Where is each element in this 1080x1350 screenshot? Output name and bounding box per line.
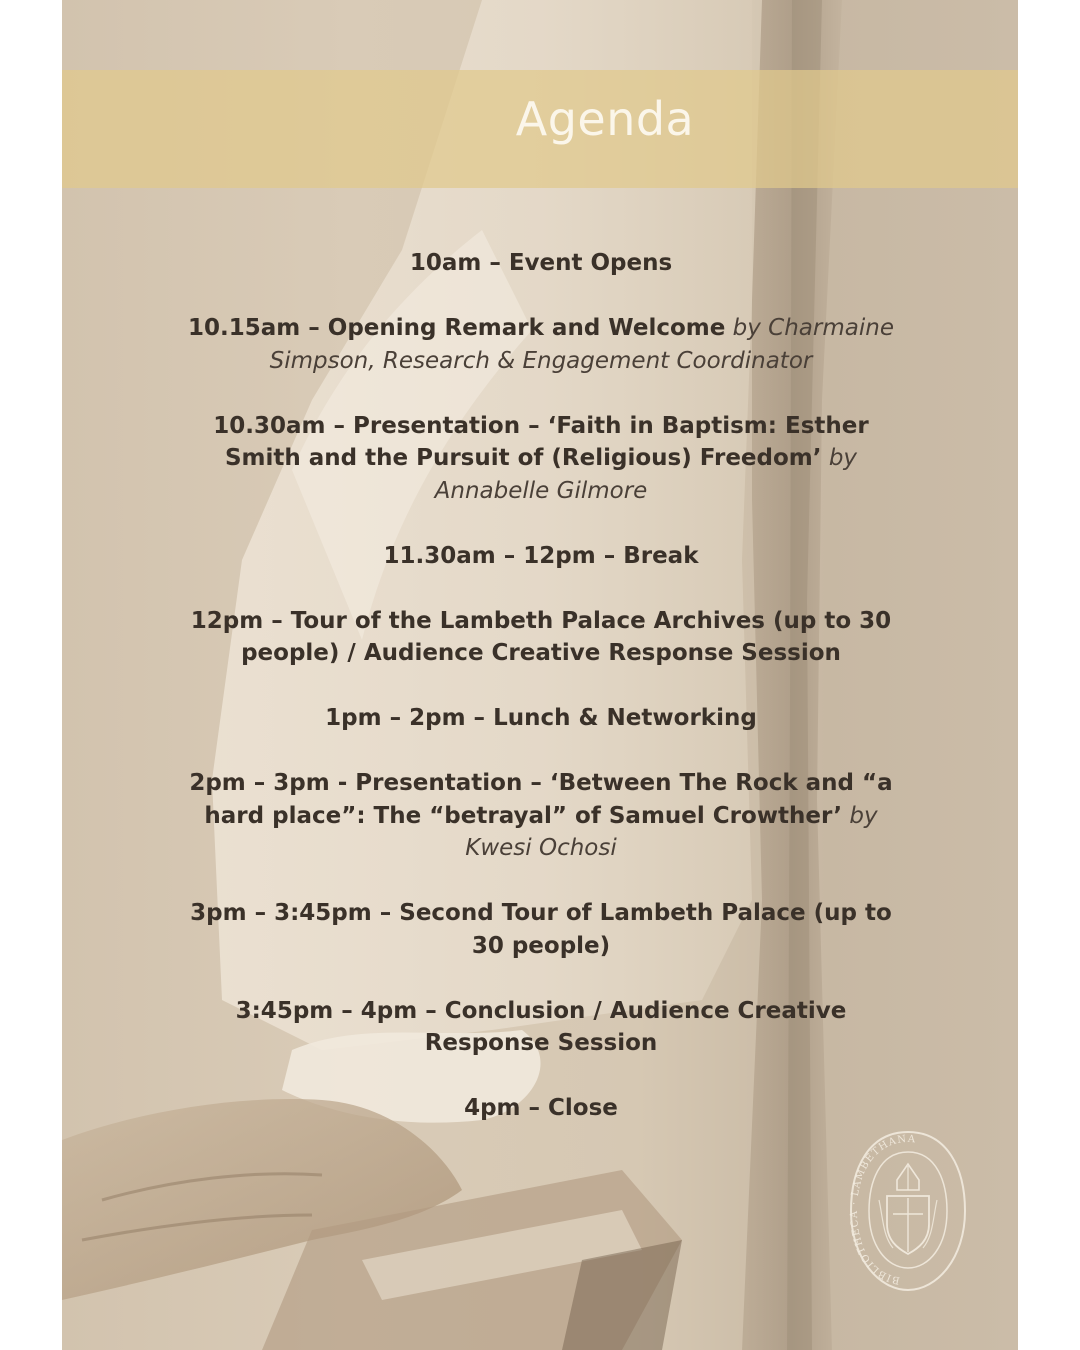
agenda-item — [182, 897, 900, 962]
svg-text:BIBLIOTHECA · LAMBETHANA: BIBLIOTHECA · LAMBETHANA — [849, 1133, 917, 1286]
agenda-item-speaker: by Charmaine Simpson, Research & Engagement Coordinator — [269, 315, 894, 374]
agenda-item — [182, 995, 900, 1060]
agenda-item-text: 2pm – 3pm - Presentation – ‘Between The Rock and “a hard place”: The “betrayal” of Samuel Crowther’ — [189, 770, 893, 829]
agenda-item-text: 11.30am – 12pm – Break — [383, 542, 699, 569]
agenda-item — [182, 767, 900, 865]
agenda-item-speaker: by Annabelle Gilmore — [434, 445, 858, 504]
agenda-item-text: 10.30am – Presentation – ‘Faith in Baptism: Esther Smith and the Pursuit of (Religious) Freedom’ — [213, 412, 869, 471]
agenda-item-text: 12pm – Tour of the Lambeth Palace Archives (up to 30 people) / Audience Creative Response Session — [190, 607, 892, 666]
agenda-item — [182, 410, 900, 508]
agenda-item-text: 1pm – 2pm – Lunch & Networking — [325, 705, 757, 731]
agenda-item-text: 3:45pm – 4pm – Conclusion / Audience Creative Response Session — [235, 997, 847, 1056]
agenda-poster — [62, 0, 1018, 1350]
agenda-item — [182, 1092, 900, 1125]
agenda-item-text: 10am – Event Opens — [409, 250, 673, 276]
agenda-item-text: 10.15am – Opening Remark and Welcome — [188, 315, 726, 341]
agenda-item — [182, 605, 900, 670]
library-crest-icon — [849, 1128, 967, 1294]
agenda-item — [182, 312, 900, 377]
agenda-item — [182, 702, 900, 735]
agenda-item-text: 4pm – Close — [464, 1095, 618, 1121]
agenda-item-speaker: by Kwesi Ochosi — [465, 802, 878, 861]
agenda-title: Agenda — [515, 92, 695, 146]
agenda-list — [182, 247, 900, 1157]
agenda-item — [182, 540, 900, 573]
agenda-item — [182, 247, 900, 280]
agenda-item-text: 3pm – 3:45pm – Second Tour of Lambeth Palace (up to 30 people) — [190, 900, 892, 959]
